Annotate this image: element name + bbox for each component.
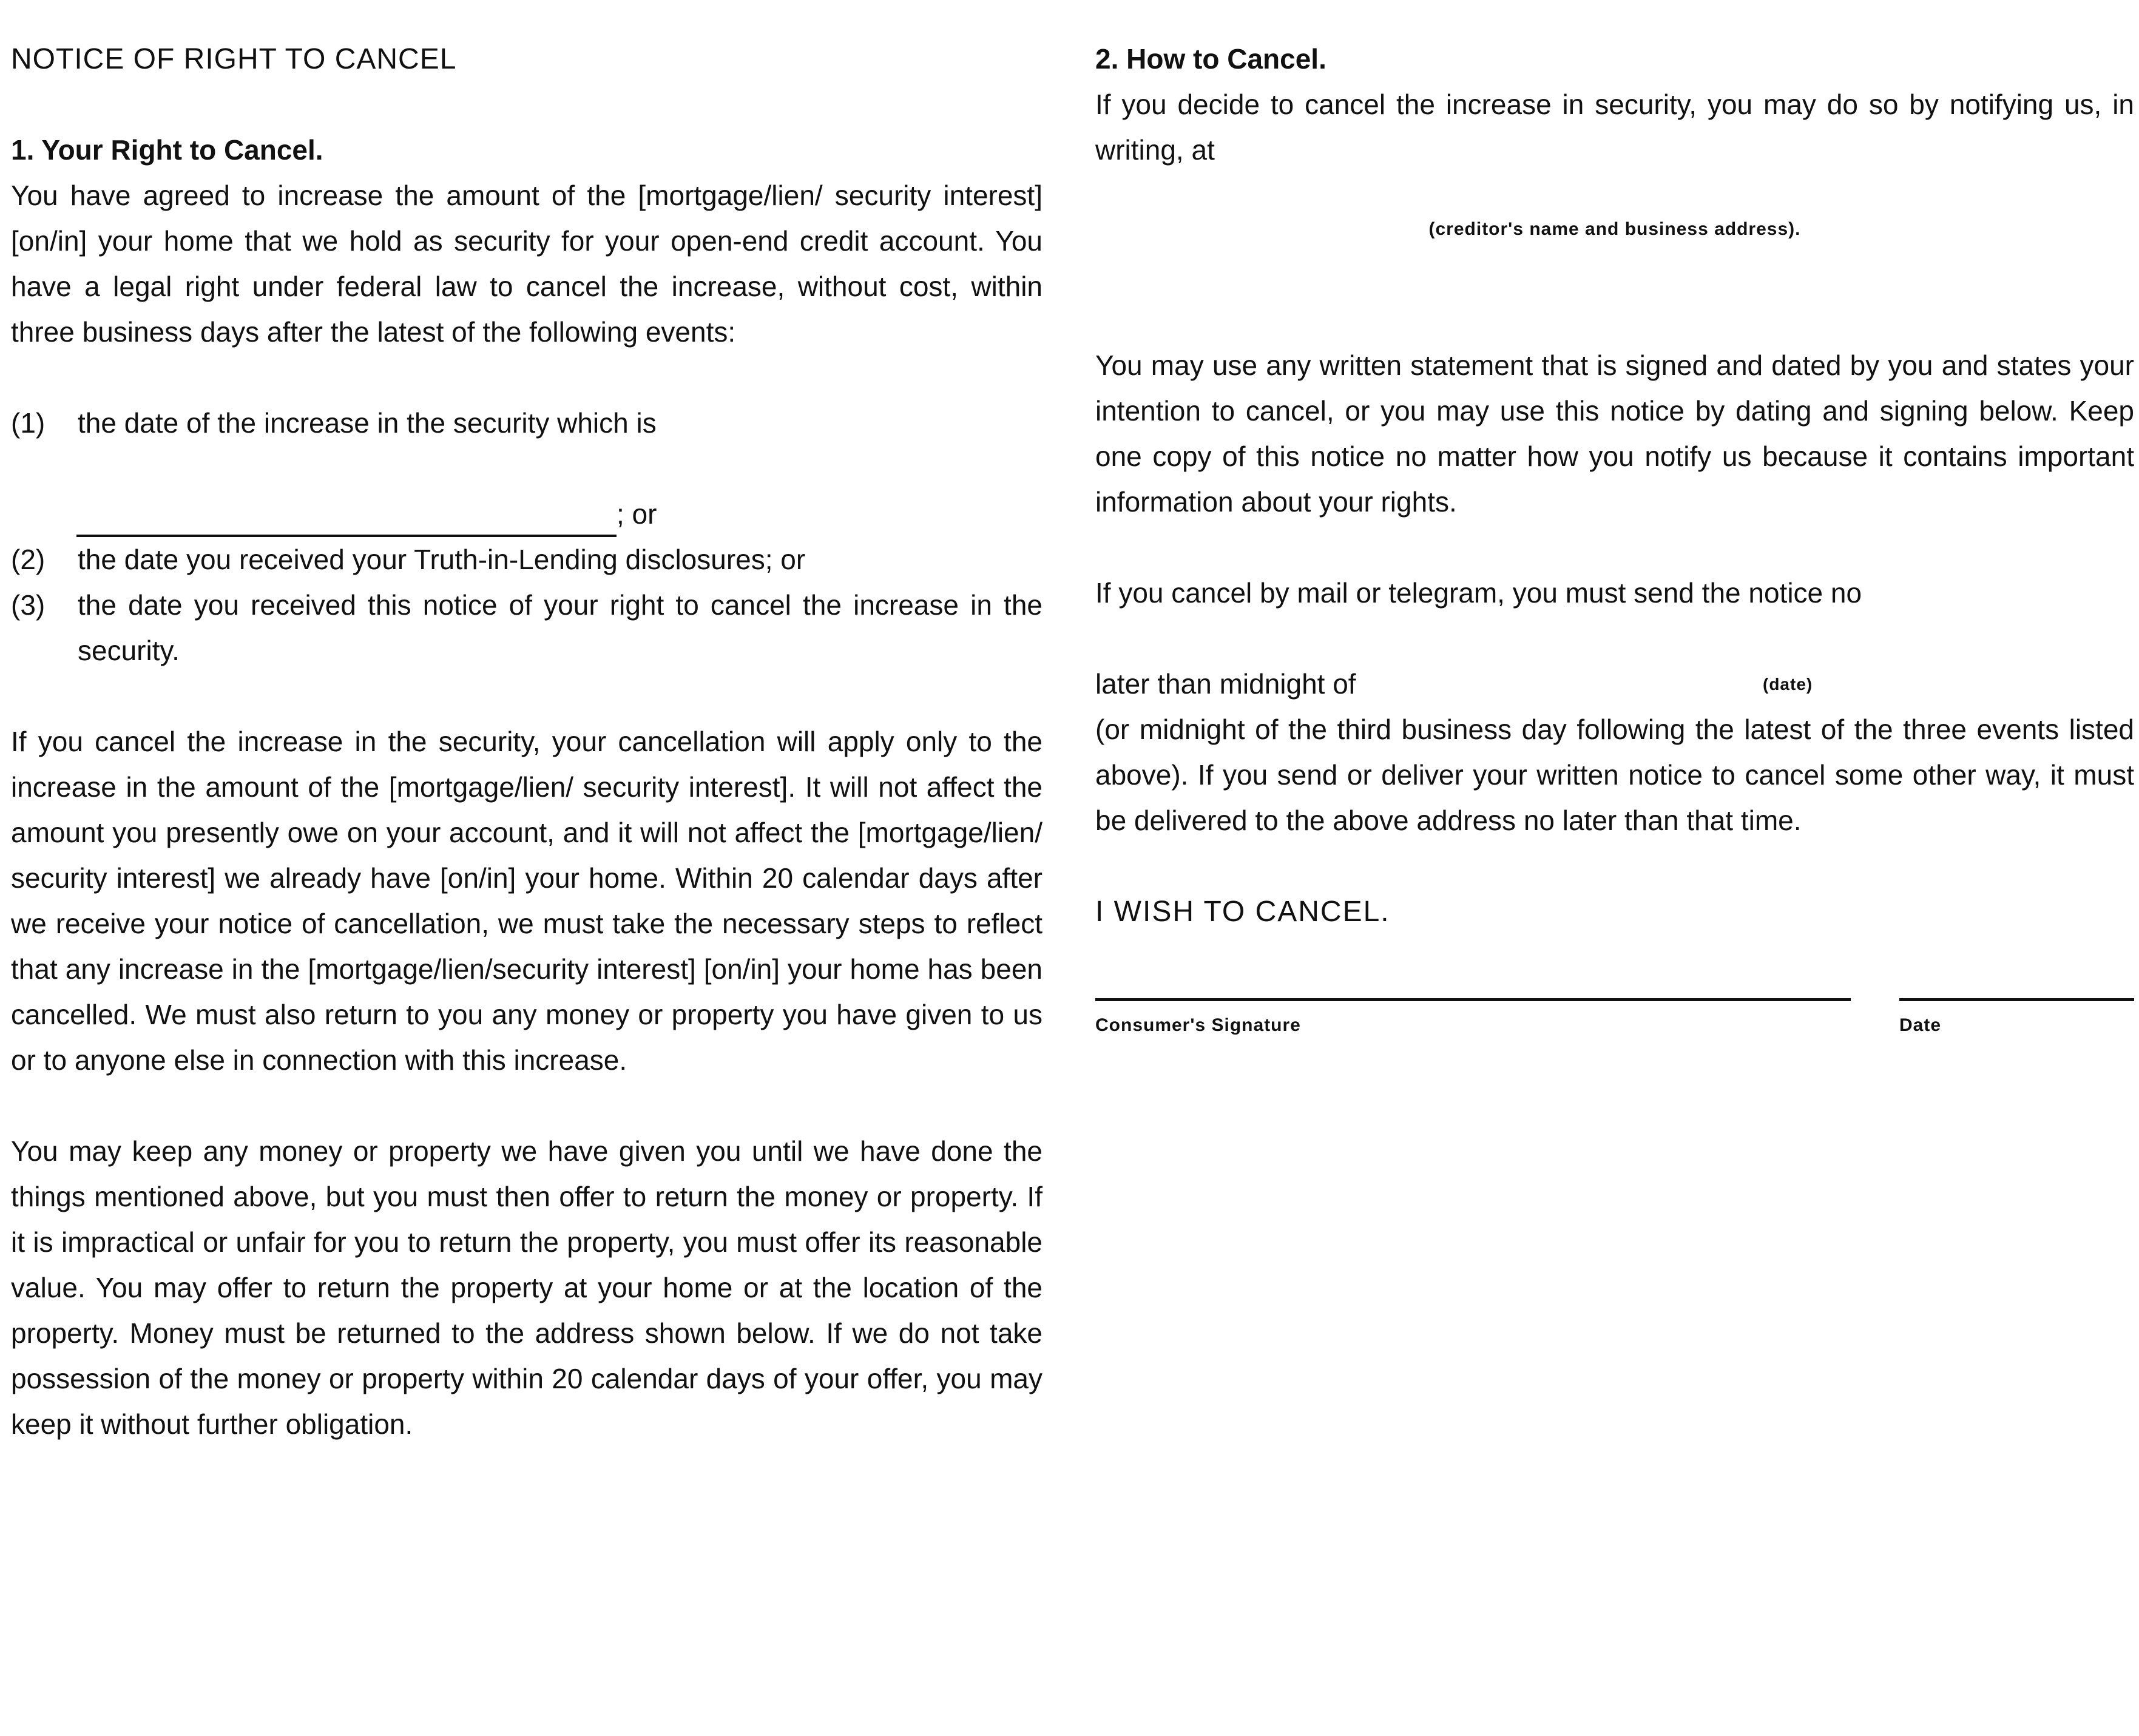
written-statement-paragraph: You may use any written statement that is signed and dated by you and states your intention to cancel, or you may use this notice by dating and signing below. Keep one copy of this notice no matter how you notify us because it contains important information about your rights.	[1095, 350, 2134, 518]
increase-date-blank	[76, 491, 1042, 537]
date-label: Date	[1899, 1015, 1942, 1035]
blank-rule	[76, 512, 617, 537]
item-number: (3)	[11, 589, 46, 621]
list-item	[11, 583, 1042, 674]
list-item	[11, 537, 1042, 583]
item-text: the date you received this notice of your right to cancel the increase in the security.	[78, 589, 1042, 666]
right-column	[1095, 36, 2134, 1044]
cancellation-effect-paragraph: If you cancel the increase in the security, your cancellation will apply only to the increase in the amount of the [mortgage/lien/ security interest]. It will not affect the amount you presently owe on your account, and it will not affect the [mortgage/lien/ security interest] we already have [on/in] your home. Within 20 calendar days after we receive your notice of cancellation, we must take the necessary steps to reflect that any increase in the [mortgage/lien/security interest] [on/in] your home has been cancelled. We must also return to you any money or property you have given to us or to anyone else in connection with this increase.	[11, 726, 1042, 1076]
date-line	[1899, 998, 2134, 1001]
section1-intro: You have agreed to increase the amount of the [mortgage/lien/ security interest] [on/in] your home that we hold as security for your open-end credit account. You have a legal right under federal law to cancel the increase, without cost, within three business days after the latest of the following events:	[11, 180, 1042, 348]
return-property-paragraph: You may keep any money or property we have given you until we have done the things mentioned above, but you must then offer to return the money or property. If it is impractical or unfair for you to return the property, you must offer its reasonable value. You may offer to return the property at your home or at the location of the property. Money must be returned to the address shown below. If we do not take possession of the money or property within 20 calendar days of your offer, you may keep it without further obligation.	[11, 1135, 1042, 1440]
item-text: the date of the increase in the security which is	[78, 407, 657, 439]
wish-to-cancel: I WISH TO CANCEL.	[1095, 896, 1390, 928]
creditor-caption: (creditor's name and business address).	[1428, 219, 1801, 239]
section1-heading: 1. Your Right to Cancel.	[11, 134, 323, 166]
signature-line	[1095, 998, 1851, 1001]
signature-label: Consumer's Signature	[1095, 1015, 1301, 1035]
later-than-text: later than midnight of	[1095, 668, 1356, 700]
item-number: (2)	[11, 544, 46, 575]
item-text: the date you received your Truth-in-Lending disclosures; or	[78, 544, 806, 575]
item-number: (1)	[11, 407, 46, 439]
blank-suffix: ; or	[617, 498, 657, 530]
signature-row	[1095, 971, 2134, 1044]
mail-paragraph: If you cancel by mail or telegram, you must send the notice no	[1095, 577, 1862, 609]
notice-title: NOTICE OF RIGHT TO CANCEL	[11, 43, 457, 75]
section2-intro: If you decide to cancel the increase in security, you may do so by notifying us, in writing, at	[1095, 89, 2134, 166]
midnight-paragraph: (or midnight of the third business day following the latest of the three events listed above). If you send or deliver your written notice to cancel some other way, it must be delivered to the above address no later than that time.	[1095, 714, 2134, 836]
left-column	[11, 36, 1042, 1447]
list-item	[11, 400, 1042, 446]
section2-heading: 2. How to Cancel.	[1095, 43, 1326, 75]
date-caption: (date)	[1763, 675, 1813, 694]
midnight-date-line	[1095, 661, 2134, 707]
